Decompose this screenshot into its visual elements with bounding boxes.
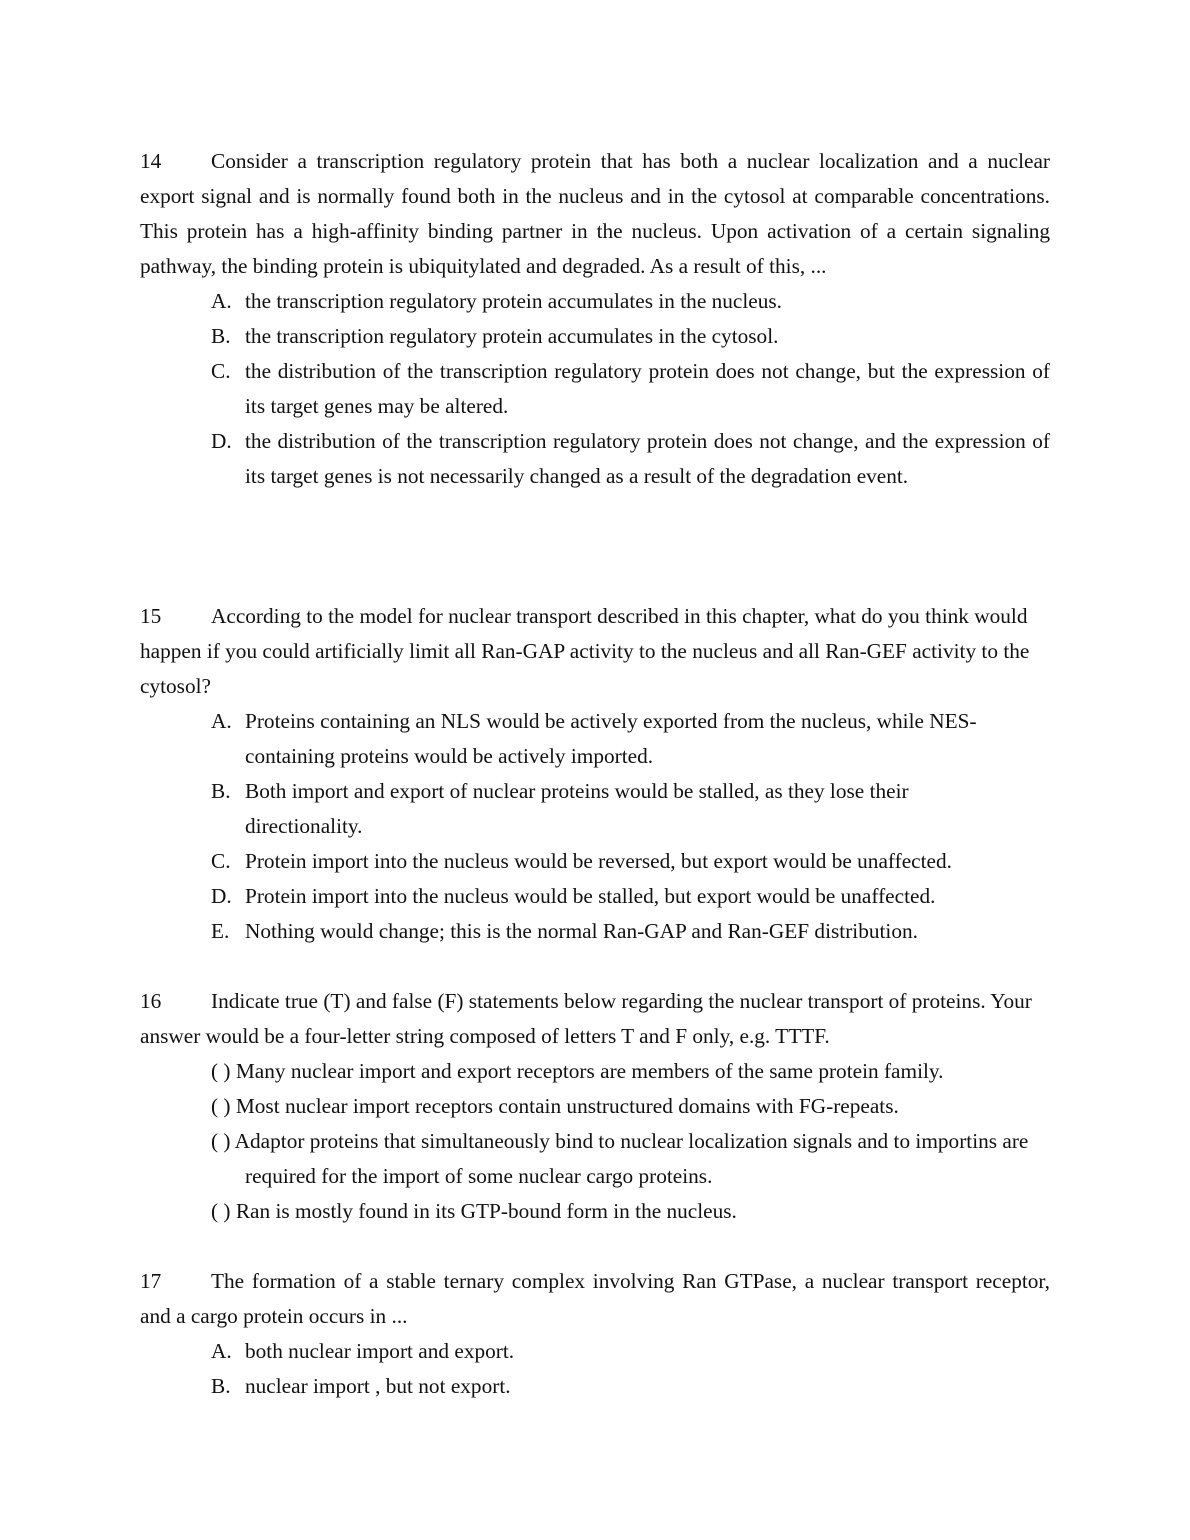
option-a <box>211 284 1050 319</box>
option-text: nuclear import , but not export. <box>245 1374 511 1398</box>
stem-text: Consider a transcription regulatory protein that has both a nuclear localization and a nuclear export signal and is normally found both in the nucleus and in the cytosol at comparable concentrations. This protein has a high-affinity binding partner in the nucleus. Upon activation of a certain signaling pathway, the binding protein is ubiquitylated and degraded. As a result of this, ... <box>140 149 1050 278</box>
option-text: Both import and export of nuclear proteins would be stalled, as they lose their directionality. <box>245 779 909 838</box>
question-stem <box>140 599 1050 704</box>
option-d <box>211 879 1050 914</box>
options-list <box>211 284 1050 494</box>
question-number: 15 <box>140 604 162 628</box>
statement-3: ( ) Adaptor proteins that simultaneously bind to nuclear localization signals and to importins are required for the import of some nuclear cargo proteins. <box>211 1129 1029 1188</box>
option-d <box>211 424 1050 494</box>
option-c <box>211 354 1050 424</box>
question-stem <box>140 984 1050 1054</box>
option-text: both nuclear import and export. <box>245 1339 515 1363</box>
option-text: the transcription regulatory protein accumulates in the cytosol. <box>245 324 779 348</box>
question-stem <box>140 1264 1050 1334</box>
option-a <box>211 704 1050 774</box>
option-letter: E. <box>211 919 230 943</box>
question-number: 16 <box>140 989 162 1013</box>
option-a <box>211 1334 1050 1369</box>
question-number: 17 <box>140 1269 162 1293</box>
option-text: Protein import into the nucleus would be stalled, but export would be unaffected. <box>245 884 936 908</box>
option-letter: B. <box>211 779 231 803</box>
option-text: Proteins containing an NLS would be actively exported from the nucleus, while NES-containing proteins would be actively imported. <box>245 709 977 768</box>
option-text: the distribution of the transcription regulatory protein does not change, and the expression of its target genes is not necessarily changed as a result of the degradation event. <box>245 429 1050 488</box>
question-17 <box>140 1264 1050 1404</box>
statement-1: ( ) Many nuclear import and export receptors are members of the same protein family. <box>211 1059 944 1083</box>
option-e <box>211 914 1050 949</box>
question-14 <box>140 144 1050 494</box>
option-b <box>211 774 1050 844</box>
option-text: the distribution of the transcription regulatory protein does not change, but the expression of its target genes may be altered. <box>245 359 1050 418</box>
question-15 <box>140 599 1050 949</box>
stem-text: The formation of a stable ternary complex involving Ran GTPase, a nuclear transport receptor, and a cargo protein occurs in ... <box>140 1269 1050 1328</box>
option-letter: A. <box>211 709 232 733</box>
option-letter: C. <box>211 359 231 383</box>
option-c <box>211 844 1050 879</box>
question-16 <box>140 984 1050 1229</box>
stem-text: Indicate true (T) and false (F) statements below regarding the nuclear transport of proteins. Your answer would be a four-letter string composed of letters T and F only, e.g. TTTF. <box>140 989 1032 1048</box>
option-letter: D. <box>211 884 232 908</box>
option-b <box>211 1369 1050 1404</box>
stem-text: According to the model for nuclear transport described in this chapter, what do you think would happen if you could artificially limit all Ran-GAP activity to the nucleus and all Ran-GEF activity to the cytosol? <box>140 604 1030 698</box>
statement-2: ( ) Most nuclear import receptors contain unstructured domains with FG-repeats. <box>211 1094 899 1118</box>
option-letter: D. <box>211 429 232 453</box>
option-letter: C. <box>211 849 231 873</box>
option-b <box>211 319 1050 354</box>
option-text: the transcription regulatory protein accumulates in the nucleus. <box>245 289 782 313</box>
options-list <box>211 704 1050 949</box>
options-list <box>211 1334 1050 1404</box>
question-number: 14 <box>140 149 162 173</box>
option-text: Protein import into the nucleus would be reversed, but export would be unaffected. <box>245 849 952 873</box>
option-letter: B. <box>211 324 231 348</box>
question-stem <box>140 144 1050 284</box>
statement-4: ( ) Ran is mostly found in its GTP-bound form in the nucleus. <box>211 1199 737 1223</box>
option-text: Nothing would change; this is the normal Ran-GAP and Ran-GEF distribution. <box>245 919 918 943</box>
option-letter: A. <box>211 289 232 313</box>
option-letter: B. <box>211 1374 231 1398</box>
option-letter: A. <box>211 1339 232 1363</box>
